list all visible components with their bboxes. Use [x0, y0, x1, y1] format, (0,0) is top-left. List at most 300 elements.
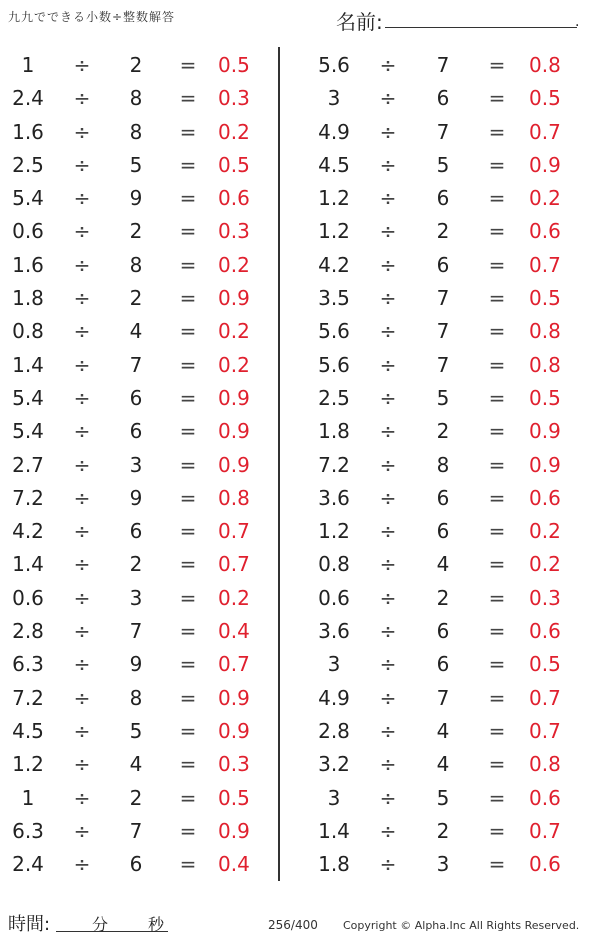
dividend: 1.8: [318, 419, 350, 444]
equals-sign: =: [488, 219, 506, 244]
answer: 0.9: [218, 818, 250, 843]
equals-sign: =: [488, 186, 506, 211]
problem-row: [300, 181, 590, 214]
divisor: 9: [129, 485, 143, 510]
equals-sign: =: [488, 652, 506, 677]
answer: 0.5: [529, 286, 561, 311]
divisor: 2: [129, 219, 143, 244]
seconds-label: 秒: [148, 915, 165, 934]
division-sign: ÷: [379, 53, 397, 77]
division-sign: ÷: [379, 286, 397, 311]
equals-sign: =: [488, 552, 506, 577]
dividend: 2.5: [12, 152, 44, 177]
equals-sign: =: [488, 53, 506, 77]
dividend: 1.4: [318, 818, 350, 843]
answer: 0.4: [218, 619, 250, 644]
division-sign: ÷: [73, 252, 91, 277]
divisor: 5: [436, 385, 450, 410]
equals-sign: =: [488, 452, 506, 477]
problem-row: [300, 547, 590, 580]
divisor: 8: [129, 119, 143, 144]
problem-row: [300, 414, 590, 447]
dividend: 4.9: [318, 685, 350, 710]
answer: 0.7: [529, 685, 561, 710]
problem-row: [0, 314, 290, 347]
problem-row: [0, 714, 290, 747]
divisor: 2: [436, 585, 450, 610]
dividend: 1.6: [12, 252, 44, 277]
answer: 0.7: [218, 552, 250, 577]
dividend: 7.2: [12, 485, 44, 510]
division-sign: ÷: [379, 152, 397, 177]
problem-row: [0, 614, 290, 647]
problem-row: [300, 48, 590, 81]
answer: 0.3: [218, 219, 250, 244]
page-number: 256/400: [268, 918, 318, 932]
problem-row: [300, 581, 590, 614]
equals-sign: =: [179, 519, 197, 544]
equals-sign: =: [179, 119, 197, 144]
division-sign: ÷: [379, 452, 397, 477]
dividend: 1.2: [318, 519, 350, 544]
division-sign: ÷: [379, 119, 397, 144]
equals-sign: =: [488, 818, 506, 843]
division-sign: ÷: [73, 818, 91, 843]
dividend: 6.3: [12, 652, 44, 677]
equals-sign: =: [488, 585, 506, 610]
problem-row: [0, 48, 290, 81]
dividend: 0.6: [318, 585, 350, 610]
dividend: 4.2: [12, 519, 44, 544]
divisor: 5: [129, 718, 143, 743]
problem-row: [0, 847, 290, 880]
divisor: 2: [436, 419, 450, 444]
divisor: 6: [436, 485, 450, 510]
equals-sign: =: [488, 485, 506, 510]
problem-row: [0, 814, 290, 847]
answer: 0.8: [529, 752, 561, 777]
answer: 0.3: [529, 585, 561, 610]
division-sign: ÷: [73, 186, 91, 211]
equals-sign: =: [488, 152, 506, 177]
answer: 0.9: [218, 385, 250, 410]
problem-row: [300, 647, 590, 680]
dividend: 1: [21, 785, 35, 810]
dividend: 5.4: [12, 419, 44, 444]
problem-row: [300, 814, 590, 847]
divisor: 4: [436, 752, 450, 777]
dividend: 0.6: [12, 585, 44, 610]
answer: 0.6: [218, 186, 250, 211]
answer: 0.2: [218, 119, 250, 144]
answer: 0.9: [529, 452, 561, 477]
answer: 0.7: [218, 519, 250, 544]
dividend: 2.8: [318, 718, 350, 743]
divisor: 9: [129, 652, 143, 677]
dividend: 0.6: [12, 219, 44, 244]
equals-sign: =: [179, 585, 197, 610]
equals-sign: =: [488, 852, 506, 877]
division-sign: ÷: [73, 685, 91, 710]
divisor: 2: [129, 552, 143, 577]
division-sign: ÷: [73, 53, 91, 77]
division-sign: ÷: [73, 585, 91, 610]
equals-sign: =: [179, 419, 197, 444]
answer: 0.5: [218, 152, 250, 177]
equals-sign: =: [488, 619, 506, 644]
equals-sign: =: [488, 385, 506, 410]
division-sign: ÷: [379, 685, 397, 710]
problem-row: [0, 281, 290, 314]
answer: 0.9: [529, 152, 561, 177]
division-sign: ÷: [379, 352, 397, 377]
equals-sign: =: [179, 552, 197, 577]
divisor: 4: [129, 752, 143, 777]
equals-sign: =: [179, 286, 197, 311]
problem-row: [300, 714, 590, 747]
problem-row: [300, 214, 590, 247]
dividend: 1.6: [12, 119, 44, 144]
divisor: 2: [129, 53, 143, 77]
divisor: 7: [436, 319, 450, 344]
problem-row: [300, 348, 590, 381]
division-sign: ÷: [73, 485, 91, 510]
problem-row: [300, 281, 590, 314]
divisor: 6: [436, 186, 450, 211]
answer: 0.8: [218, 485, 250, 510]
dividend: 1.2: [318, 219, 350, 244]
division-sign: ÷: [73, 718, 91, 743]
problem-row: [300, 847, 590, 880]
problem-row: [0, 747, 290, 780]
answer: 0.6: [529, 485, 561, 510]
answer: 0.6: [529, 785, 561, 810]
divisor: 4: [436, 718, 450, 743]
divisor: 8: [129, 86, 143, 111]
divisor: 6: [129, 519, 143, 544]
dividend: 0.8: [318, 552, 350, 577]
answer: 0.7: [218, 652, 250, 677]
divisor: 2: [129, 286, 143, 311]
dividend: 1.2: [12, 752, 44, 777]
equals-sign: =: [488, 286, 506, 311]
division-sign: ÷: [73, 385, 91, 410]
division-sign: ÷: [379, 319, 397, 344]
answer: 0.2: [218, 585, 250, 610]
worksheet-title: 九九でできる小数÷整数解答: [8, 10, 176, 24]
division-sign: ÷: [73, 552, 91, 577]
problem-row: [300, 381, 590, 414]
answer: 0.6: [529, 852, 561, 877]
divisor: 7: [129, 352, 143, 377]
answer: 0.4: [218, 852, 250, 877]
problem-row: [0, 781, 290, 814]
equals-sign: =: [179, 252, 197, 277]
division-sign: ÷: [73, 419, 91, 444]
divisor: 6: [129, 852, 143, 877]
equals-sign: =: [179, 86, 197, 111]
problem-row: [300, 148, 590, 181]
divisor: 4: [436, 552, 450, 577]
problem-row: [0, 115, 290, 148]
equals-sign: =: [179, 752, 197, 777]
problem-row: [0, 248, 290, 281]
divisor: 6: [436, 652, 450, 677]
problem-row: [300, 514, 590, 547]
equals-sign: =: [179, 619, 197, 644]
divisor: 5: [436, 785, 450, 810]
divisor: 7: [436, 286, 450, 311]
problem-row: [0, 148, 290, 181]
answer: 0.8: [529, 319, 561, 344]
problem-row: [0, 414, 290, 447]
division-sign: ÷: [73, 785, 91, 810]
division-sign: ÷: [379, 186, 397, 211]
problem-row: [0, 647, 290, 680]
division-sign: ÷: [379, 785, 397, 810]
equals-sign: =: [488, 718, 506, 743]
division-sign: ÷: [73, 86, 91, 111]
dividend: 6.3: [12, 818, 44, 843]
equals-sign: =: [488, 86, 506, 111]
division-sign: ÷: [379, 752, 397, 777]
dividend: 3.6: [318, 619, 350, 644]
answer: 0.2: [529, 519, 561, 544]
time-label: 時間:: [8, 914, 51, 935]
problem-row: [0, 181, 290, 214]
dividend: 4.5: [12, 718, 44, 743]
division-sign: ÷: [73, 752, 91, 777]
equals-sign: =: [179, 852, 197, 877]
dividend: 1.2: [318, 186, 350, 211]
equals-sign: =: [488, 252, 506, 277]
division-sign: ÷: [73, 519, 91, 544]
divisor: 6: [436, 86, 450, 111]
division-sign: ÷: [73, 652, 91, 677]
divisor: 2: [436, 818, 450, 843]
dividend: 5.6: [318, 319, 350, 344]
problem-row: [300, 448, 590, 481]
problem-row: [300, 314, 590, 347]
equals-sign: =: [488, 785, 506, 810]
division-sign: ÷: [73, 619, 91, 644]
division-sign: ÷: [73, 119, 91, 144]
divisor: 7: [129, 619, 143, 644]
problem-row: [300, 248, 590, 281]
problem-row: [0, 81, 290, 114]
divisor: 5: [436, 152, 450, 177]
problem-row: [0, 448, 290, 481]
problem-row: [300, 81, 590, 114]
answer: 0.9: [529, 419, 561, 444]
dividend: 3: [327, 785, 341, 810]
equals-sign: =: [488, 419, 506, 444]
division-sign: ÷: [73, 319, 91, 344]
dividend: 4.9: [318, 119, 350, 144]
name-label: 名前:: [336, 10, 383, 34]
copyright-notice: Copyright © Alpha.Inc All Rights Reserved.: [343, 919, 580, 932]
equals-sign: =: [179, 186, 197, 211]
answer: 0.7: [529, 718, 561, 743]
equals-sign: =: [488, 685, 506, 710]
divisor: 7: [129, 818, 143, 843]
division-sign: ÷: [379, 552, 397, 577]
problem-row: [0, 348, 290, 381]
equals-sign: =: [488, 119, 506, 144]
equals-sign: =: [179, 685, 197, 710]
answer: 0.9: [218, 286, 250, 311]
dividend: 7.2: [12, 685, 44, 710]
equals-sign: =: [179, 785, 197, 810]
answer: 0.2: [529, 186, 561, 211]
equals-sign: =: [179, 718, 197, 743]
equals-sign: =: [179, 652, 197, 677]
answer: 0.8: [529, 53, 561, 77]
answer: 0.2: [218, 319, 250, 344]
division-sign: ÷: [73, 219, 91, 244]
answer: 0.2: [218, 252, 250, 277]
dividend: 3.2: [318, 752, 350, 777]
division-sign: ÷: [379, 718, 397, 743]
divisor: 3: [129, 452, 143, 477]
divisor: 4: [129, 319, 143, 344]
dividend: 5.6: [318, 53, 350, 77]
dividend: 1.8: [12, 286, 44, 311]
dividend: 2.4: [12, 852, 44, 877]
dividend: 5.4: [12, 186, 44, 211]
answer: 0.5: [218, 785, 250, 810]
division-sign: ÷: [73, 452, 91, 477]
equals-sign: =: [488, 352, 506, 377]
problem-row: [0, 581, 290, 614]
problem-row: [0, 381, 290, 414]
answer: 0.2: [529, 552, 561, 577]
dividend: 3: [327, 86, 341, 111]
division-sign: ÷: [379, 419, 397, 444]
division-sign: ÷: [379, 652, 397, 677]
divisor: 6: [436, 519, 450, 544]
divisor: 7: [436, 352, 450, 377]
equals-sign: =: [488, 319, 506, 344]
division-sign: ÷: [73, 852, 91, 877]
divisor: 7: [436, 119, 450, 144]
dividend: 2.4: [12, 86, 44, 111]
answer: 0.9: [218, 718, 250, 743]
problem-row: [300, 115, 590, 148]
name-field-dot: .: [575, 14, 580, 30]
problem-row: [300, 747, 590, 780]
minutes-label: 分: [92, 915, 109, 934]
division-sign: ÷: [379, 818, 397, 843]
answer: 0.7: [529, 252, 561, 277]
problem-row: [300, 481, 590, 514]
dividend: 0.8: [12, 319, 44, 344]
division-sign: ÷: [379, 852, 397, 877]
answer: 0.5: [529, 385, 561, 410]
answer: 0.6: [529, 219, 561, 244]
divisor: 2: [129, 785, 143, 810]
equals-sign: =: [179, 452, 197, 477]
division-sign: ÷: [379, 86, 397, 111]
dividend: 4.2: [318, 252, 350, 277]
problem-row: [0, 681, 290, 714]
dividend: 1.4: [12, 552, 44, 577]
divisor: 7: [436, 685, 450, 710]
answer: 0.7: [529, 818, 561, 843]
equals-sign: =: [179, 352, 197, 377]
divisor: 9: [129, 186, 143, 211]
division-sign: ÷: [379, 252, 397, 277]
equals-sign: =: [179, 385, 197, 410]
division-sign: ÷: [379, 585, 397, 610]
division-sign: ÷: [379, 219, 397, 244]
division-sign: ÷: [379, 485, 397, 510]
answer: 0.6: [529, 619, 561, 644]
dividend: 3.6: [318, 485, 350, 510]
answer: 0.3: [218, 752, 250, 777]
problem-row: [0, 547, 290, 580]
problem-row: [300, 681, 590, 714]
divisor: 2: [436, 219, 450, 244]
dividend: 7.2: [318, 452, 350, 477]
dividend: 2.8: [12, 619, 44, 644]
divisor: 6: [129, 419, 143, 444]
dividend: 2.5: [318, 385, 350, 410]
division-sign: ÷: [379, 385, 397, 410]
problem-row: [0, 214, 290, 247]
divisor: 8: [129, 252, 143, 277]
equals-sign: =: [179, 53, 197, 77]
answer: 0.2: [218, 352, 250, 377]
divisor: 3: [436, 852, 450, 877]
equals-sign: =: [179, 818, 197, 843]
problem-row: [0, 514, 290, 547]
answer: 0.5: [529, 652, 561, 677]
divisor: 6: [436, 619, 450, 644]
problem-row: [0, 481, 290, 514]
dividend: 1.4: [12, 352, 44, 377]
dividend: 5.4: [12, 385, 44, 410]
answer: 0.9: [218, 452, 250, 477]
division-sign: ÷: [73, 352, 91, 377]
problem-row: [300, 781, 590, 814]
problem-row: [300, 614, 590, 647]
dividend: 5.6: [318, 352, 350, 377]
division-sign: ÷: [73, 286, 91, 311]
equals-sign: =: [179, 485, 197, 510]
divisor: 6: [436, 252, 450, 277]
division-sign: ÷: [379, 619, 397, 644]
divisor: 8: [436, 452, 450, 477]
dividend: 3: [327, 652, 341, 677]
dividend: 3.5: [318, 286, 350, 311]
dividend: 1.8: [318, 852, 350, 877]
answer: 0.9: [218, 685, 250, 710]
answer: 0.7: [529, 119, 561, 144]
division-sign: ÷: [73, 152, 91, 177]
divisor: 8: [129, 685, 143, 710]
divisor: 6: [129, 385, 143, 410]
answer: 0.8: [529, 352, 561, 377]
divisor: 3: [129, 585, 143, 610]
division-sign: ÷: [379, 519, 397, 544]
left-problem-column: [0, 48, 290, 880]
equals-sign: =: [488, 752, 506, 777]
right-problem-column: [300, 48, 590, 880]
name-field-line[interactable]: [385, 27, 577, 28]
equals-sign: =: [179, 219, 197, 244]
dividend: 1: [21, 53, 35, 77]
